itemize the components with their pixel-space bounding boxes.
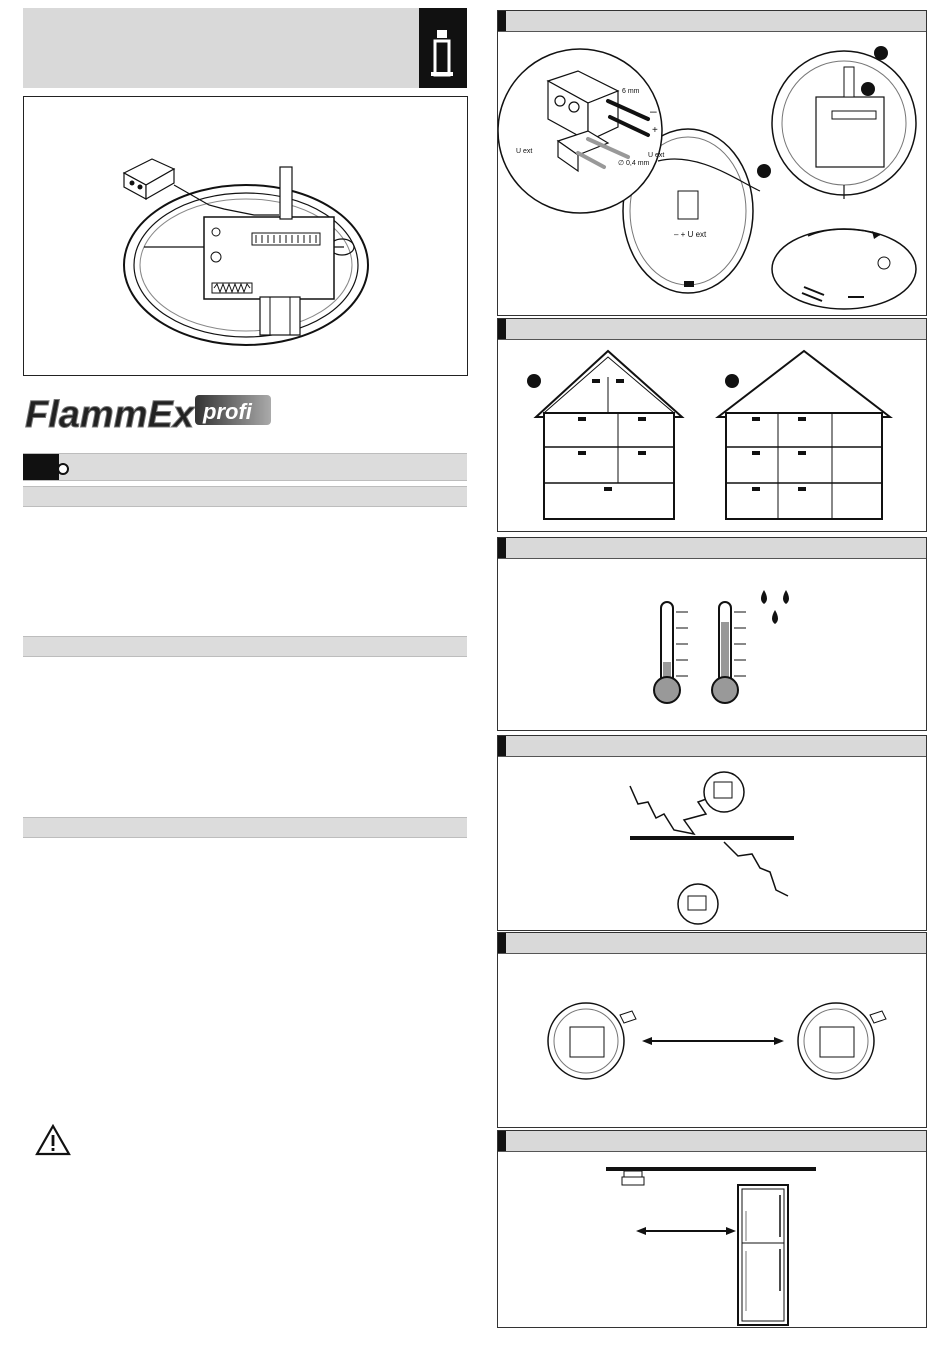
callout-dot-3 xyxy=(861,82,875,96)
callout-dot-2 xyxy=(874,46,888,60)
bullet-icon xyxy=(57,463,69,475)
refrigerator-icon xyxy=(738,1185,788,1325)
panel-appliance-distance xyxy=(497,1130,927,1328)
ceiling-detector-icon xyxy=(622,1171,644,1185)
distance-arrow-icon xyxy=(636,1227,736,1235)
section-bar-1 xyxy=(23,486,467,507)
pitched-roof-house-icon xyxy=(527,351,682,519)
callout-dot-1 xyxy=(757,164,771,178)
u-ext-left-label: U ext xyxy=(516,148,533,155)
info-icon xyxy=(419,8,467,88)
panel-environment xyxy=(497,537,927,731)
thermometer-low-icon xyxy=(654,602,688,703)
logo-sub: profi xyxy=(203,399,252,424)
section-bar-3 xyxy=(23,817,467,838)
panel-signal-obstacle xyxy=(497,735,927,931)
thermometer-high-icon xyxy=(712,602,746,703)
distance-arrow-icon xyxy=(642,1037,784,1045)
warning-triangle-icon xyxy=(35,1124,71,1156)
panel-wiring xyxy=(497,10,927,316)
section-header-main xyxy=(23,453,467,481)
detector-left-icon xyxy=(548,1003,636,1079)
main-figure-frame xyxy=(23,96,468,376)
flammex-logo xyxy=(23,389,273,439)
logo-main: FlammEx xyxy=(25,394,194,436)
panel-placement xyxy=(497,318,927,532)
flat-ceiling-house-icon xyxy=(718,351,890,519)
diameter-label: ∅ 0,4 mm xyxy=(618,160,650,167)
smoke-detector-base-figure xyxy=(24,97,467,375)
mm6-label: 6 mm xyxy=(622,88,640,95)
plus-label: + xyxy=(652,125,658,136)
panel-distance xyxy=(497,932,927,1128)
water-drops-icon xyxy=(761,590,789,624)
minus-label: – xyxy=(650,104,657,118)
u-ext-right-label: U ext xyxy=(648,152,665,159)
header-title-box xyxy=(23,8,419,88)
detector-right-icon xyxy=(798,1003,886,1079)
section-bar-2 xyxy=(23,636,467,657)
base-label: – + U ext xyxy=(674,230,707,239)
